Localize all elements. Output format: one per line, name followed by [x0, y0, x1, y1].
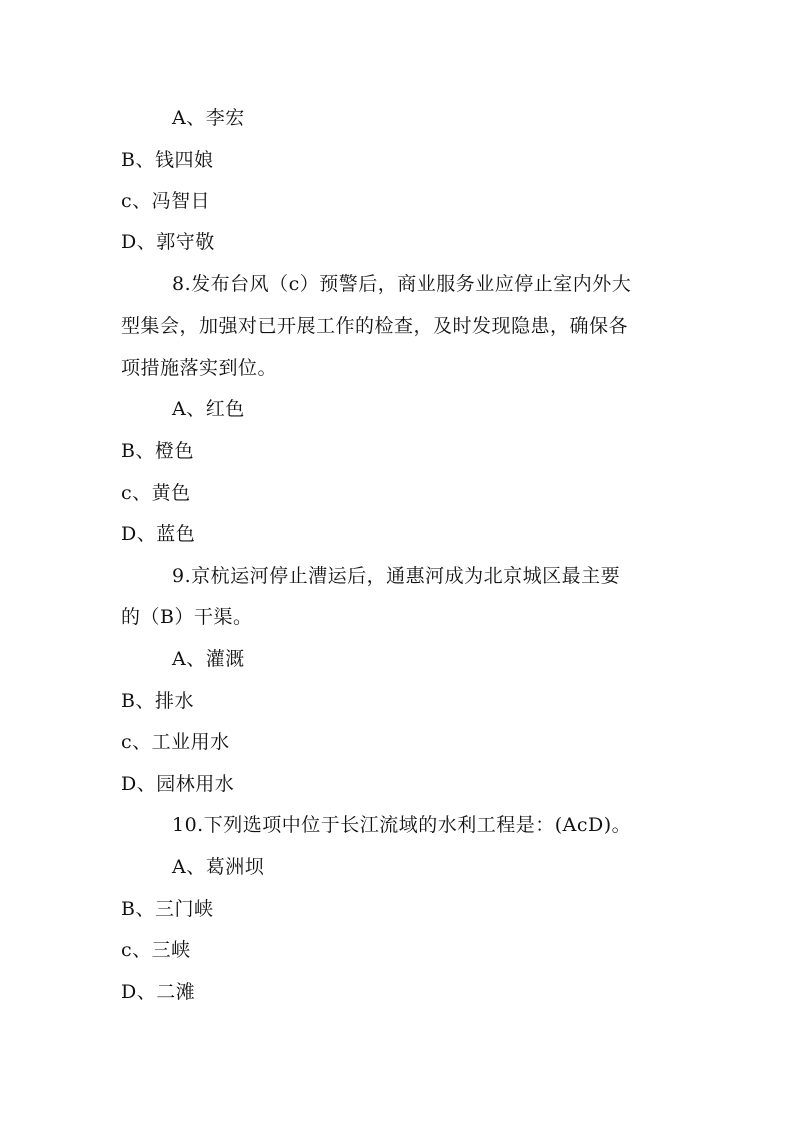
q10-option-b: B、三门峡 — [121, 898, 214, 920]
q8-option-b: B、橙色 — [121, 440, 194, 462]
q7-option-b: B、钱四娘 — [121, 149, 214, 171]
q10-question-line-1: 10.下列选项中位于长江流域的水利工程是：(AcD)。 — [172, 814, 632, 836]
q8-question-line-3: 项措施落实到位。 — [121, 357, 278, 379]
q10-option-d: D、二滩 — [121, 981, 196, 1003]
q8-option-d: D、蓝色 — [121, 523, 196, 545]
q9-option-c: c、工业用水 — [121, 731, 230, 753]
q9-option-b: B、排水 — [121, 690, 194, 712]
q7-option-a: A、李宏 — [172, 107, 245, 129]
q9-question-line-1: 9.京杭运河停止漕运后，通惠河成为北京城区最主要 — [172, 565, 621, 587]
q9-question-line-2: 的（B）干渠。 — [121, 606, 253, 628]
q7-option-c: c、冯智日 — [121, 190, 211, 212]
q8-question-line-2: 型集会，加强对已开展工作的检查，及时发现隐患，确保各 — [121, 315, 629, 337]
q9-option-d: D、园林用水 — [121, 773, 235, 795]
q8-option-a: A、红色 — [172, 398, 245, 420]
q10-option-a: A、葛洲坝 — [172, 856, 265, 878]
q8-question-line-1: 8.发布台风（c）预警后，商业服务业应停止室内外大 — [172, 273, 632, 295]
q10-option-c: c、三峡 — [121, 939, 191, 961]
q8-option-c: c、黄色 — [121, 482, 191, 504]
q9-option-a: A、灌溉 — [172, 648, 245, 670]
q7-option-d: D、郭守敬 — [121, 231, 215, 253]
